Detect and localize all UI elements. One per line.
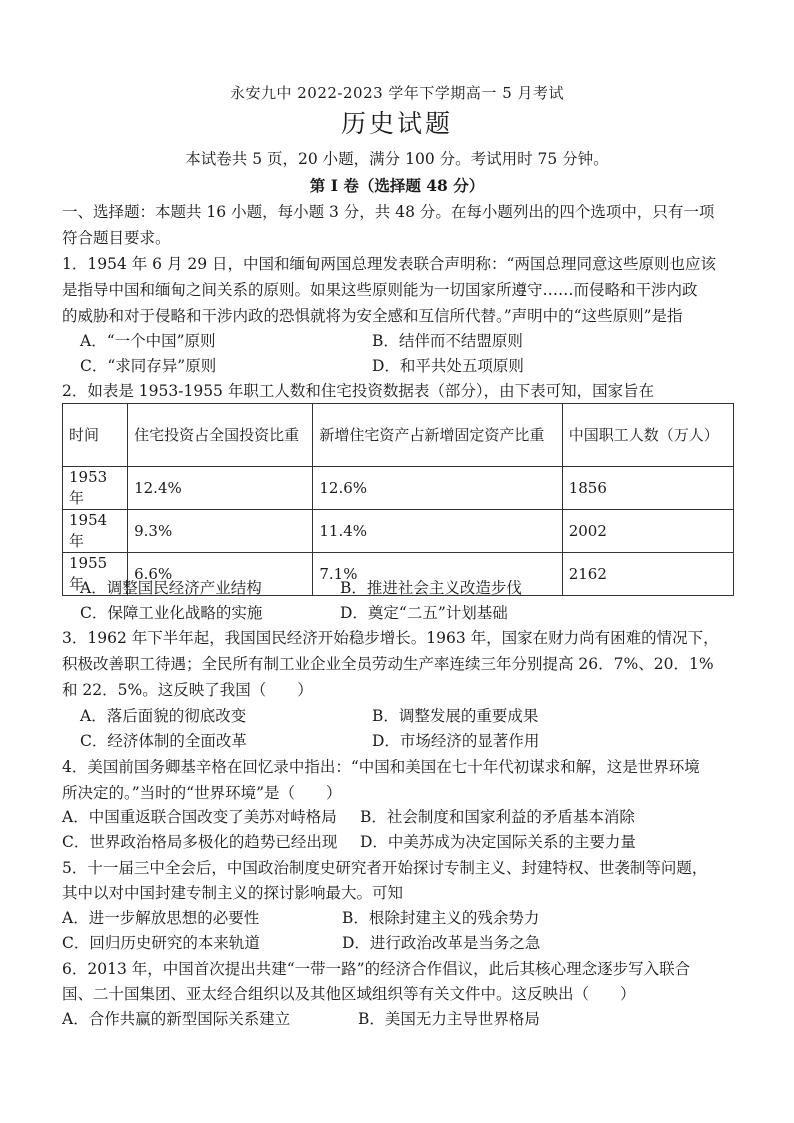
instructions-line: 符合题目要求。	[62, 229, 171, 247]
table-row	[63, 467, 734, 510]
question-6-stem: 6．2013 年，中国首次提出共建“一带一路”的经济合作倡议，此后其核心理念逐步写入联合	[62, 960, 691, 978]
question-3-option-b: B．调整发展的重要成果	[372, 707, 539, 725]
question-2-option-c: C．保障工业化战略的实施	[80, 604, 263, 622]
table-cell: 2002	[562, 510, 733, 553]
question-5-option-b: B．根除封建主义的残余势力	[342, 909, 540, 927]
table-header-cell: 住宅投资占全国投资比重	[128, 404, 313, 467]
question-3-stem: 3．1962 年下半年起，我国国民经济开始稳步增长。1963 年，国家在财力尚有困难的情况下，	[62, 629, 719, 647]
table-cell: 12.6%	[313, 467, 562, 510]
table-cell: 11.4%	[313, 510, 562, 553]
exam-info: 本试卷共 5 页，20 小题，满分 100 分。考试用时 75 分钟。	[185, 150, 609, 168]
table-cell: 9.3%	[128, 510, 313, 553]
question-6-stem: 国、二十国集团、亚太经合组织以及其他区域组织等有关文件中。这反映出（ ）	[62, 985, 636, 1003]
table-header-row	[63, 404, 734, 467]
question-3-option-c: C．经济体制的全面改革	[80, 732, 247, 750]
question-1-option-b: B．结伴而不结盟原则	[372, 332, 523, 350]
data-table	[62, 403, 734, 596]
table-cell: 2162	[562, 553, 733, 596]
table-cell: 12.4%	[128, 467, 313, 510]
question-2-option-a: A．调整国民经济产业结构	[80, 579, 262, 597]
question-4-stem: 4．美国前国务卿基辛格在回忆录中指出：“中国和美国在七十年代初谋求和解，这是世界环境	[62, 758, 700, 776]
table-cell: 7.1%	[313, 553, 562, 596]
question-4-option-b: B．社会制度和国家利益的矛盾基本消除	[360, 808, 635, 826]
table-row	[63, 510, 734, 553]
table-cell: 1954 年	[63, 510, 128, 553]
question-2-stem: 2．如表是 1953-1955 年职工人数和住宅投资数据表（部分），由下表可知，国家旨在	[62, 382, 655, 400]
question-4-option-d: D．中美苏成为决定国际关系的主要力量	[360, 833, 636, 851]
table-header-cell: 新增住宅资产占新增固定资产比重	[313, 404, 562, 467]
question-1-stem: 1．1954 年 6 月 29 日，中国和缅甸两国总理发表联合声明称：“两国总理同意这些原则也应该	[62, 255, 716, 273]
question-1-option-d: D．和平共处五项原则	[372, 357, 524, 375]
question-4-option-a: A．中国重返联合国改变了美苏对峙格局	[62, 808, 337, 826]
table-cell: 1856	[562, 467, 733, 510]
question-4-stem: 所决定的。”当时的“世界环境”是（ ）	[62, 784, 342, 802]
question-1-option-c: C．“求同存异”原则	[80, 357, 217, 375]
question-2-option-b: B．推进社会主义改造步伐	[340, 579, 522, 597]
question-6-option-a: A．合作共赢的新型国际关系建立	[62, 1010, 291, 1028]
table-cell: 1955 年	[63, 553, 128, 596]
question-4-option-c: C．世界政治格局多极化的趋势已经出现	[62, 833, 338, 851]
question-1-stem: 的威胁和对于侵略和干涉内政的恐惧就将为安全感和互信所代替。”声明中的“这些原则”是指	[62, 307, 683, 325]
question-1-option-a: A．“一个中国”原则	[80, 332, 216, 350]
table-header-cell: 时间	[63, 404, 128, 467]
question-5-option-d: D．进行政治改革是当务之急	[342, 934, 541, 952]
question-5-stem: 5．十一届三中全会后，中国政治制度史研究者开始探讨专制主义、封建特权、世袭制等问题，	[62, 859, 708, 877]
table-header-cell: 中国职工人数（万人）	[562, 404, 733, 467]
question-6-option-b: B．美国无力主导世界格局	[358, 1010, 540, 1028]
table-cell: 1953 年	[63, 467, 128, 510]
question-3-stem: 和 22．5%。这反映了我国（ ）	[62, 681, 313, 699]
question-2-option-d: D．奠定“二五”计划基础	[340, 604, 508, 622]
question-3-option-d: D．市场经济的显著作用	[372, 732, 540, 750]
subject-title: 历史试题	[340, 109, 453, 138]
question-5-stem: 其中以对中国封建专制主义的探讨影响最大。可知	[62, 884, 404, 902]
exam-title: 永安九中 2022-2023 学年下学期高一 5 月考试	[229, 84, 565, 102]
question-3-option-a: A．落后面貌的彻底改变	[80, 707, 247, 725]
question-1-stem: 是指导中国和缅甸之间关系的原则。如果这些原则能为一切国家所遵守……而侵略和干涉内政	[62, 281, 698, 299]
question-5-option-a: A．进一步解放思想的必要性	[62, 909, 260, 927]
instructions-line: 一、选择题：本题共 16 小题，每小题 3 分，共 48 分。在每小题列出的四个选项中，只有一项	[62, 203, 715, 221]
question-3-stem: 积极改善职工待遇；全民所有制工业企业全员劳动生产率连续三年分别提高 26．7%、20．1%	[62, 655, 714, 673]
section-title: 第 I 卷（选择题 48 分）	[309, 176, 485, 195]
table-cell: 6.6%	[128, 553, 313, 596]
question-5-option-c: C．回归历史研究的本来轨道	[62, 934, 260, 952]
